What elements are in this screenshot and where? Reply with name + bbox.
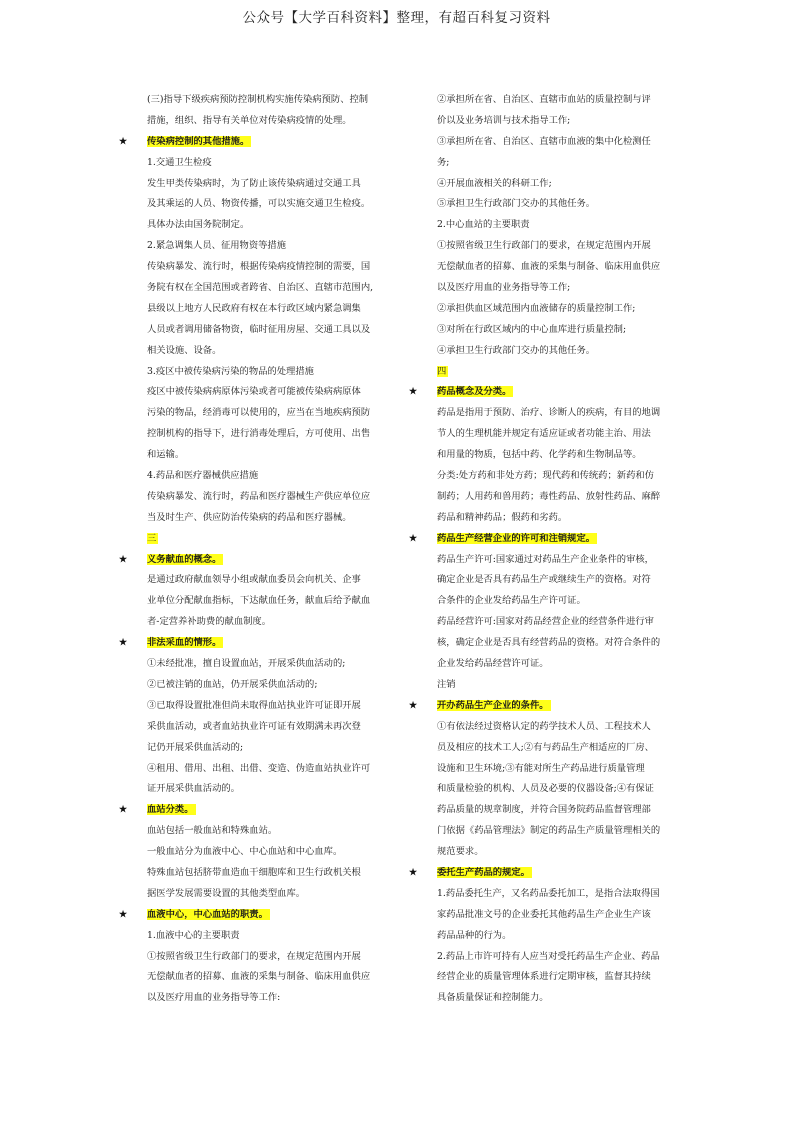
text-line [147, 779, 397, 800]
star-icon: ★ [409, 700, 418, 711]
text-line [147, 487, 397, 508]
line-text: 一般血站分为血液中心、中心血站和中心血库。 [147, 846, 343, 858]
text-line [437, 153, 687, 174]
text-line [437, 570, 687, 591]
line-text: 业单位分配献血指标，下达献血任务，献血后给予献血 [147, 595, 371, 607]
line-text: 1.交通卫生检疫 [147, 156, 212, 168]
text-line [437, 424, 687, 445]
line-text: ②承担所在省、自治区、直辖市血站的质量控制与评 [437, 94, 651, 105]
text-line [147, 988, 397, 1009]
line-text: 3.疫区中被传染病污染的物品的处理措施 [147, 365, 314, 377]
line-text: 2.紧急调集人员、征用物资等措施 [147, 240, 287, 252]
line-text: 制药；人用药和兽用药；毒性药品、放射性药品、麻醉 [437, 490, 661, 502]
line-text: 县级以上地方人民政府有权在本行政区域内紧急调集 [147, 302, 361, 314]
line-text: 具备质量保证和控制能力。 [437, 992, 549, 1004]
text-line [147, 153, 397, 174]
section-heading [119, 905, 397, 926]
text-line [147, 111, 397, 132]
line-text: 血站包括一般血站和特殊血站。 [147, 825, 278, 837]
text-line [437, 779, 687, 800]
text-line [437, 717, 687, 738]
line-text: 血液中心，中心血站的职责。 [147, 908, 268, 920]
line-text: 措施，组织、指导有关单位对传染病疫情的处理。 [147, 114, 352, 126]
text-line [437, 842, 687, 863]
text-line [147, 654, 397, 675]
line-text: ①按照省级卫生行政部门的要求，在规定范围内开展 [437, 240, 651, 252]
text-line [147, 174, 397, 195]
text-line [147, 362, 397, 383]
line-text: 传染病暴发、流行时，药品和医疗器械生产供应单位应 [147, 490, 371, 502]
text-line [437, 320, 687, 341]
text-line [147, 341, 397, 362]
text-line [437, 884, 687, 905]
section-number [437, 362, 687, 383]
section-heading [409, 382, 687, 403]
text-line [437, 800, 687, 821]
line-text: ⑤承担卫生行政部门交办的其他任务。 [437, 198, 596, 210]
right-column [409, 90, 687, 1009]
line-text: 药品概念及分类。 [437, 386, 512, 398]
line-text: 和运输。 [147, 449, 185, 461]
text-line [147, 947, 397, 968]
line-text: 企业发给药品经营许可证。 [437, 658, 549, 670]
text-line [147, 424, 397, 445]
text-line [437, 194, 687, 215]
text-line [437, 299, 687, 320]
line-text: 1.药品委托生产，又名药品委托加工，是指合法取得国 [437, 887, 660, 899]
text-line [437, 738, 687, 759]
line-text: 以及医疗用血的业务指导等工作; [437, 282, 571, 294]
line-text: 经营企业的质量管理体系进行定期审核，监督其持续 [437, 971, 651, 983]
line-text: 注销 [437, 678, 456, 690]
line-text: 特殊血站包括脐带血造血干细胞库和卫生行政机关根 [147, 866, 361, 878]
text-line [147, 466, 397, 487]
section-heading [119, 550, 397, 571]
line-text: 药品生产许可:国家通过对药品生产企业条件的审核， [437, 553, 654, 565]
text-line [437, 926, 687, 947]
text-line [147, 320, 397, 341]
line-text: 四 [437, 365, 447, 377]
line-text: 确定企业是否具有药品生产或继续生产的资格。对符 [437, 574, 651, 586]
line-text: ④租用、借用、出租、出借、变造、伪造血站执业许可 [147, 762, 371, 774]
section-heading [119, 633, 397, 654]
text-line [147, 842, 397, 863]
text-line [147, 445, 397, 466]
text-line [147, 90, 397, 111]
line-text: ④承担卫生行政部门交办的其他任务。 [437, 344, 596, 356]
section-heading [409, 863, 687, 884]
line-text: 药品生产经营企业的许可和注销规定。 [437, 532, 596, 544]
line-text: 2.药品上市许可持有人应当对受托药品生产企业、药品 [437, 950, 660, 962]
text-line [437, 174, 687, 195]
text-line [437, 403, 687, 424]
line-text: 控制机构的指导下，进行消毒处理后，方可使用、出售 [147, 428, 371, 440]
section-heading [409, 529, 687, 550]
line-text: 家药品批准文号的企业委托其他药品生产企业生产该 [437, 908, 651, 920]
text-line [437, 654, 687, 675]
section-number [147, 529, 397, 550]
line-text: 发生甲类传染病时，为了防止该传染病通过交通工具 [147, 177, 361, 189]
line-text: 无偿献血者的招募、血液的采集与制备、临床用血供应 [437, 261, 661, 273]
line-text: 污染的物品，经消毒可以使用的，应当在当地疾病预防 [147, 407, 371, 419]
line-text: 当及时生产、供应防治传染病的药品和医疗器械。 [147, 511, 352, 523]
line-text: 者-定营养补助费的献血制度。 [147, 616, 272, 628]
text-line [437, 215, 687, 236]
text-line [147, 382, 397, 403]
line-text: 务; [437, 156, 450, 168]
star-icon: ★ [409, 387, 418, 398]
text-line [147, 884, 397, 905]
text-line [147, 926, 397, 947]
section-heading [119, 800, 397, 821]
section-heading [409, 696, 687, 717]
text-line [437, 591, 687, 612]
text-line [437, 278, 687, 299]
text-line [437, 988, 687, 1009]
line-text: 证开展采供血活动的。 [147, 783, 240, 795]
line-text: 是通过政府献血领导小组或献血委员会向机关、企事 [147, 574, 361, 586]
line-text: ②已被注销的血站，仍开展采供血活动的; [147, 678, 318, 690]
line-text: 规范要求。 [437, 846, 484, 858]
text-line [437, 90, 687, 111]
line-text: 传染病控制的其他措施。 [147, 135, 250, 147]
left-column [119, 90, 397, 1009]
line-text: 开办药品生产企业的条件。 [437, 699, 549, 711]
line-text: 合条件的企业发给药品生产许可证。 [437, 595, 586, 607]
text-line [437, 759, 687, 780]
line-text: ③承担所在省、自治区、直辖市血液的集中化检测任 [437, 135, 651, 147]
text-line [147, 612, 397, 633]
text-line [147, 591, 397, 612]
text-line [437, 445, 687, 466]
line-text: 传染病暴发、流行时，根据传染病疫情控制的需要，国 [147, 261, 371, 273]
text-line [147, 738, 397, 759]
text-line [147, 821, 397, 842]
line-text: ①按照省级卫生行政部门的要求，在规定范围内开展 [147, 950, 361, 962]
line-text: 和质量检验的机构、人员及必要的仪器设备;④有保证 [437, 783, 654, 795]
line-text: 药品质量的规章制度，并符合国务院药品监督管理部 [437, 804, 651, 816]
text-line [437, 967, 687, 988]
text-line [437, 633, 687, 654]
line-text: 药品品种的行为。 [437, 929, 512, 941]
text-line [147, 508, 397, 529]
line-text: 1.血液中心的主要职责 [147, 929, 240, 941]
text-line [147, 717, 397, 738]
text-line [147, 570, 397, 591]
line-text: 采供血活动，或者血站执业许可证有效期满未再次登 [147, 720, 361, 732]
line-text: 和用量的物质，包括中药、化学药和生物制品等。 [437, 449, 642, 461]
text-line [147, 696, 397, 717]
line-text: ②承担供血区域范围内血液储存的质量控制工作; [437, 302, 636, 314]
text-line [437, 612, 687, 633]
line-text: 核，确定企业是否具有经营药品的资格。对符合条件的 [437, 637, 661, 649]
line-text: 2.中心血站的主要职责 [437, 219, 530, 231]
line-text: 义务献血的概念。 [147, 553, 222, 565]
line-text: 分类:处方药和非处方药；现代药和传统药；新药和仿 [437, 470, 654, 482]
section-heading [119, 132, 397, 153]
text-line [147, 675, 397, 696]
line-text: 及其乘运的人员、物资传播，可以实施交通卫生检疫。 [147, 198, 371, 210]
text-line [147, 194, 397, 215]
line-text: ④开展血液相关的科研工作; [437, 177, 552, 189]
text-line [437, 905, 687, 926]
star-icon: ★ [409, 533, 418, 544]
text-line [147, 299, 397, 320]
text-line [147, 257, 397, 278]
line-text: ①有依法经过资格认定的药学技术人员、工程技术人 [437, 720, 651, 732]
line-text: 非法采血的情形。 [147, 637, 222, 649]
line-text: 4.药品和医疗器械供应措施 [147, 470, 259, 482]
line-text: 药品经营许可:国家对药品经营企业的经营条件进行审 [437, 616, 654, 628]
line-text: 药品和精神药品；假药和劣药。 [437, 511, 568, 523]
text-line [147, 967, 397, 988]
line-text: 疫区中被传染病病原体污染或者可能被传染病病原体 [147, 386, 361, 398]
line-text: 据医学发展需要设置的其他类型血库。 [147, 887, 306, 899]
text-line [437, 821, 687, 842]
text-line [437, 675, 687, 696]
text-line [147, 215, 397, 236]
star-icon: ★ [119, 554, 128, 565]
text-line [437, 236, 687, 257]
text-line [437, 257, 687, 278]
line-text: ①未经批准，擅自设置血站，开展采供血活动的; [147, 658, 346, 670]
line-text: (三)指导下级疾病预防控制机构实施传染病预防、控制 [147, 94, 369, 105]
text-line [437, 466, 687, 487]
text-line [437, 947, 687, 968]
text-line [147, 863, 397, 884]
line-text: 血站分类。 [147, 804, 194, 816]
line-text: 无偿献血者的招募、血液的采集与制备、临床用血供应 [147, 971, 371, 983]
star-icon: ★ [409, 867, 418, 878]
line-text: 价以及业务培训与技术指导工作; [437, 114, 571, 126]
line-text: 以及医疗用血的业务指导等工作: [147, 992, 281, 1004]
star-icon: ★ [119, 909, 128, 920]
line-text: ③对所在行政区域内的中心血库进行质量控制; [437, 323, 627, 335]
text-line [437, 550, 687, 571]
line-text: 设施和卫生环境;③有能对所生产药品进行质量管理 [437, 762, 645, 774]
text-line [437, 487, 687, 508]
page-header: 公众号【大学百科资料】整理，有超百科复习资料 [242, 10, 551, 26]
star-icon: ★ [119, 136, 128, 147]
star-icon: ★ [119, 638, 128, 649]
line-text: ③已取得设置批准但尚未取得血站执业许可证即开展 [147, 699, 361, 711]
text-line [437, 341, 687, 362]
line-text: 员及相应的技术工人;②有与药品生产相适应的厂房、 [437, 741, 654, 753]
line-text: 具体办法由国务院制定。 [147, 219, 250, 231]
text-line [147, 403, 397, 424]
line-text: 节人的生理机能并规定有适应证或者功能主治、用法 [437, 428, 651, 440]
line-text: 门依据《药品管理法》制定的药品生产质量管理相关的 [437, 825, 661, 837]
text-line [437, 111, 687, 132]
text-line [437, 508, 687, 529]
text-line [437, 132, 687, 153]
line-text: 相关设施、设备。 [147, 344, 222, 356]
text-line [147, 278, 397, 299]
line-text: 务院有权在全国范围或者跨省、自治区、直辖市范围内, [147, 282, 374, 294]
text-line [147, 236, 397, 257]
text-line [147, 759, 397, 780]
line-text: 三 [147, 532, 157, 544]
star-icon: ★ [119, 805, 128, 816]
line-text: 记仍开展采供血活动的; [147, 741, 244, 753]
line-text: 人员或者调用储备物资，临时征用房屋、交通工具以及 [147, 323, 371, 335]
line-text: 委托生产药品的规定。 [437, 866, 530, 878]
line-text: 药品是指用于预防、治疗、诊断人的疾病，有目的地调 [437, 407, 661, 419]
